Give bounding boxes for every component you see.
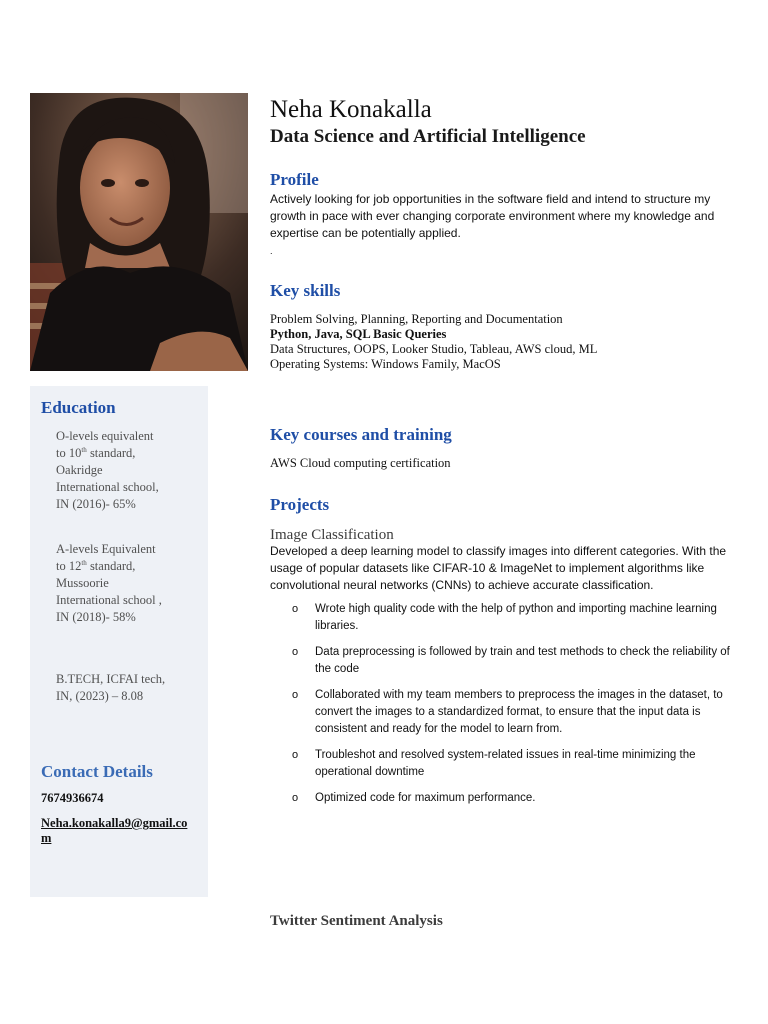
circle-bullet-icon: o (292, 749, 299, 761)
skill-line: Data Structures, OOPS, Looker Studio, Tableau, AWS cloud, ML (270, 342, 598, 356)
circle-bullet-icon: o (292, 646, 299, 658)
list-item: o Troubleshot and resolved system-related issues in real-time minimizing the operational downtime (292, 749, 696, 778)
skill-line: Operating Systems: Windows Family, MacOS (270, 357, 501, 371)
education-item-btech: B.TECH, ICFAI tech, IN, (2023) – 8.08 (56, 672, 166, 703)
profile-dot: . (270, 246, 273, 256)
circle-bullet-icon: o (292, 792, 299, 804)
person-title: Data Science and Artificial Intelligence (270, 126, 586, 147)
list-item: o Optimized code for maximum performance. (270, 790, 740, 807)
education-heading: Education (41, 398, 116, 417)
circle-bullet-icon: o (292, 689, 299, 701)
list-item: o Data preprocessing is followed by train and test methods to check the reliability of the code (292, 646, 730, 675)
education-item-alevels: A-levels Equivalent to 12th standard, Mussoorie International school , IN (2018)- 58% (56, 542, 162, 624)
skill-line: Python, Java, SQL Basic Queries (270, 327, 447, 341)
person-name: Neha Konakalla (270, 96, 432, 123)
circle-bullet-icon: o (292, 603, 299, 615)
profile-photo (30, 93, 248, 371)
skills-heading: Key skills (270, 281, 341, 300)
contact-heading: Contact Details (41, 762, 153, 781)
course-item: AWS Cloud computing certification (270, 456, 451, 470)
profile-text: Actively looking for job opportunities in the software field and intend to structure my growth in pace with ever changing corporate environment where my knowledge and expertise can be potentially applied. (270, 192, 715, 240)
projects-heading: Projects (270, 495, 330, 514)
skill-line: Problem Solving, Planning, Reporting and Documentation (270, 312, 563, 326)
project-bullet-list (270, 601, 740, 816)
project-title: Image Classification (270, 527, 394, 543)
contact-phone: 7674936674 (41, 791, 104, 805)
sidebar (30, 386, 208, 897)
profile-heading: Profile (270, 170, 319, 189)
contact-email-link[interactable]: Neha.konakalla9@gmail.com (41, 816, 188, 845)
project-description: Developed a deep learning model to classify images into different categories. With the usage of popular datasets like CIFAR-10 & ImageNet to implement algorithms like convolutional neural networks (CNNs) to achieve accurate classification. (270, 544, 727, 592)
education-item-olevels: O-levels equivalent to 10th standard, Oakridge International school, IN (2016)- 65% (56, 429, 159, 511)
portrait-image (30, 93, 248, 371)
project-title: Twitter Sentiment Analysis (270, 913, 443, 929)
list-item: o Collaborated with my team members to preprocess the images in the dataset, to convert the images to a standardized format, to ensure that the input data is consistent and ready for the model to learn from. (292, 689, 723, 735)
list-item: o Wrote high quality code with the help of python and importing machine learning libraries. (292, 603, 717, 632)
courses-heading: Key courses and training (270, 425, 452, 444)
